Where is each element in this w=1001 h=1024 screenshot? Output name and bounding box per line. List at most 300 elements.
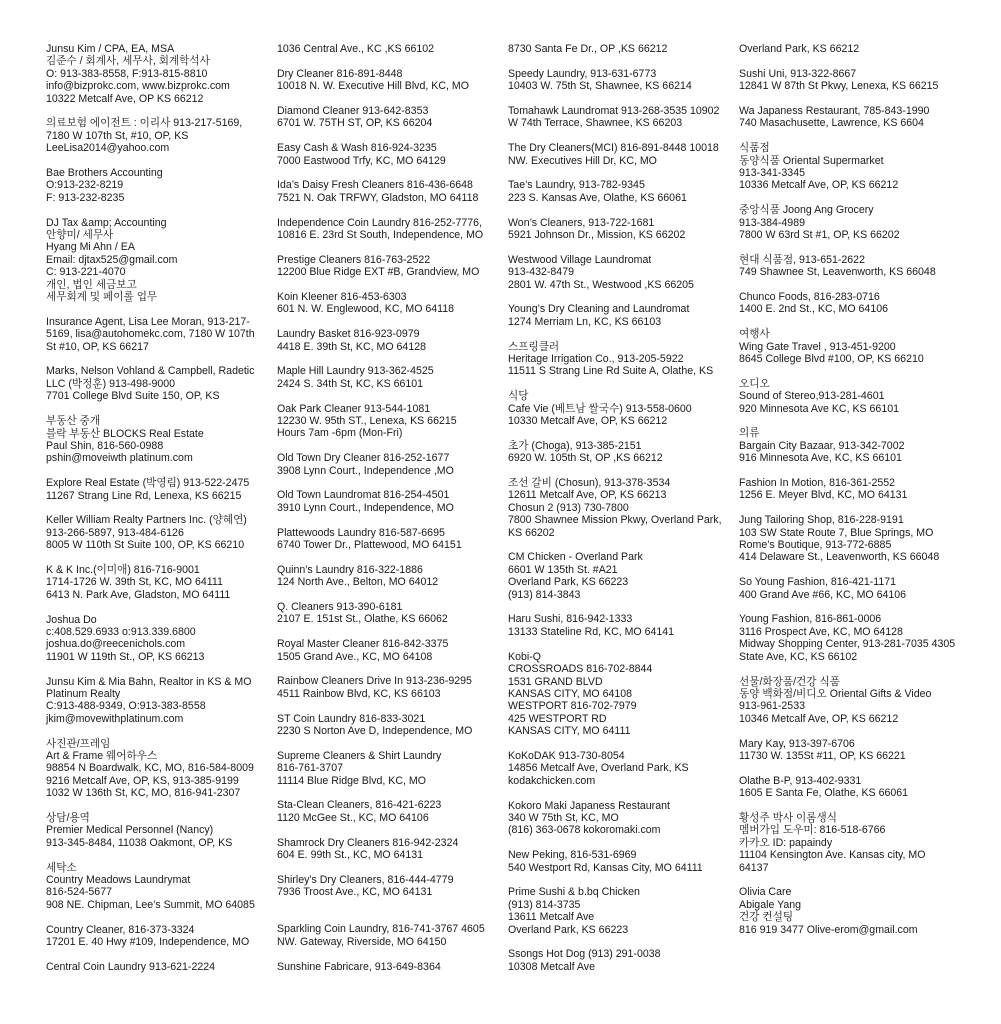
listing-line: Wing Gate Travel , 913-451-9200 xyxy=(739,340,896,353)
listing-line: Diamond Cleaner 913-642-8353 xyxy=(277,105,429,117)
listing-line: 400 Grand Ave #66, KC, MO 64106 xyxy=(739,588,907,601)
listing-line: jkim@movewithplatinum.com xyxy=(46,712,184,725)
listing-line: 6601 W 135th St. #A21 xyxy=(508,563,618,576)
listing-line: 11901 W 119th St., OP, KS 66213 xyxy=(46,650,205,663)
directory-listing xyxy=(46,738,274,800)
listing-line: 749 Shawnee St, Leavenworth, KS 66048 xyxy=(739,266,936,279)
listing-line: pshin@moveiwth platinum.com xyxy=(46,452,193,465)
listing-line: 1714-1726 W. 39th St, KC, MO 64111 xyxy=(46,576,223,589)
listing-line: 10322 Metcalf Ave, OP KS 66212 xyxy=(46,92,204,105)
listing-line: Country Cleaner, 816-373-3324 xyxy=(46,923,195,936)
listing-line: 10403 W. 75th St, Shawnee, KS 66214 xyxy=(508,80,692,93)
directory-listing xyxy=(739,676,967,726)
listing-line: 6413 N. Park Ave, Gladston, MO 64111 xyxy=(46,588,231,601)
directory-listing xyxy=(46,117,274,154)
listing-line: 8005 W 110th St Suite 100, OP, KS 66210 xyxy=(46,539,245,552)
directory-listing xyxy=(277,675,505,700)
directory-listing xyxy=(508,800,736,837)
listing-line: Plattewoods Laundry 816-587-6695 xyxy=(277,526,445,539)
listing-line: 김준수 / 회계사, 세무사, 회계학석사 xyxy=(46,55,210,68)
listing-line: Westwood Village Laundromat xyxy=(508,253,652,266)
listing-line: C: 913-221-4070 xyxy=(46,266,126,279)
listing-line: 12611 Metcalf Ave, OP, KS 66213 xyxy=(508,489,667,502)
listing-line: 816 919 3477 Olive-erom@gmail.com xyxy=(739,923,918,936)
listing-line: 3910 Lynn Court., Independence, MO xyxy=(277,501,454,514)
listing-line: Country Meadows Laundrymat xyxy=(46,874,191,886)
listing-line: 1274 Merriam Ln, KC, KS 66103 xyxy=(508,315,662,328)
listing-line: 현대 식품점, 913-651-2622 xyxy=(739,253,865,266)
directory-listing xyxy=(739,576,967,601)
listing-line: Sunshine Fabricare, 913-649-8364 xyxy=(277,960,441,973)
directory-listing xyxy=(46,676,274,726)
listing-line: 부동산 중개 xyxy=(46,415,101,428)
directory-listing xyxy=(277,217,505,242)
listing-line: 64137 xyxy=(739,861,769,874)
listing-line: 2424 S. 34th St, KC, KS 66101 xyxy=(277,377,424,390)
listing-line: 건강 컨설팅 xyxy=(739,911,794,924)
listing-line: Sparkling Coin Laundry, 816-741-3767 4605 xyxy=(277,923,485,936)
directory-listing xyxy=(277,961,505,973)
listing-line: Tae’s Laundry, 913-782-9345 xyxy=(508,179,645,192)
listing-line: 7521 N. Oak TRFWY, Gladston, MO 64118 xyxy=(277,191,479,204)
listing-line: Independence Coin Laundry 816-252-7776, xyxy=(277,216,482,229)
listing-line: (913) 814-3843 xyxy=(508,588,581,601)
listing-line: 13611 Metcalf Ave xyxy=(508,911,595,924)
directory-listing xyxy=(277,403,505,440)
directory-listing xyxy=(739,378,967,415)
directory-listing xyxy=(277,291,505,316)
listing-line: 540 Westport Rd, Kansas City, MO 64111 xyxy=(508,861,703,874)
listing-line: LeeLisa2014@yahoo.com xyxy=(46,142,170,155)
directory-listing xyxy=(739,775,967,800)
listing-line: 사진관/프레임 xyxy=(46,737,111,750)
listing-line: LLC (박정훈) 913-498-9000 xyxy=(46,377,176,390)
listing-line: 913-384-4989 xyxy=(739,216,805,229)
listing-line: 414 Delaware St., Leavenworth, KS 66048 xyxy=(739,551,940,564)
listing-line: Joshua Do xyxy=(46,613,97,626)
listing-line: NW. Executives Hill Dr, KC, MO xyxy=(508,154,657,167)
listing-line: 12200 Blue Ridge EXT #B, Grandview, MO xyxy=(277,266,480,279)
directory-listing xyxy=(277,799,505,824)
listing-line: 11104 Kensington Ave. Kansas city, MO xyxy=(739,849,926,862)
listing-line: 중앙식품 Joong Ang Grocery xyxy=(739,204,874,217)
listing-line: Jung Tailoring Shop, 816-228-9191 xyxy=(739,514,904,527)
listing-line: Insurance Agent, Lisa Lee Moran, 913-217- xyxy=(46,315,250,328)
directory-listing xyxy=(46,316,274,353)
listing-line: Junsu Kim / CPA, EA, MSA xyxy=(46,43,175,55)
listing-line: 7800 Shawnee Mission Pkwy, Overland Park, xyxy=(508,514,722,527)
directory-listing xyxy=(277,527,505,552)
listing-line: 98854 N Boardwalk, KC, MO, 816-584-8009 xyxy=(46,762,254,775)
listing-line: F: 913-232-8235 xyxy=(46,191,125,204)
directory-listing xyxy=(46,961,274,973)
listing-line: W 74th Terrace, Shawnee, KS 66203 xyxy=(508,117,683,130)
listing-line: 12841 W 87th St Pkwy, Lenexa, KS 66215 xyxy=(739,80,939,93)
directory-listing xyxy=(739,812,967,874)
directory-column-3 xyxy=(508,43,736,986)
listing-line: O:913-232-8219 xyxy=(46,179,124,192)
listing-line: 1032 W 136th St, KC, MO, 816-941-2307 xyxy=(46,787,241,800)
listing-line: Hours 7am -6pm (Mon-Fri) xyxy=(277,427,403,440)
listing-line: 11114 Blue Ridge Blvd, KC, MO xyxy=(277,774,426,787)
listing-line: Won’s Cleaners, 913-722-1681 xyxy=(508,216,655,229)
listing-line: 2230 S Norton Ave D, Independence, MO xyxy=(277,725,473,738)
listing-line: ST Coin Laundry 816-833-3021 xyxy=(277,712,426,725)
directory-listing xyxy=(46,217,274,304)
directory-listing xyxy=(277,43,505,55)
listing-line: Olathe B-P, 913-402-9331 xyxy=(739,774,862,787)
directory-listing xyxy=(739,738,967,763)
directory-listing xyxy=(508,390,736,427)
directory-listing xyxy=(277,452,505,477)
directory-listing xyxy=(508,477,736,539)
listing-line: joshua.do@reecenichols.com xyxy=(46,638,186,651)
listing-line: Kobi-Q xyxy=(508,650,541,663)
listing-line: KoKoDAK 913-730-8054 xyxy=(508,749,625,762)
listing-line: Mary Kay, 913-397-6706 xyxy=(739,737,855,750)
listing-line: 선물/화장품/건강 식품 xyxy=(739,675,840,688)
listing-line: 10816 E. 23rd St South, Independence, MO xyxy=(277,229,484,242)
directory-listing xyxy=(46,924,274,949)
directory-listing xyxy=(46,167,274,204)
directory-listing xyxy=(739,477,967,502)
directory-listing xyxy=(508,551,736,601)
listing-line: KANSAS CITY, MO 64108 xyxy=(508,687,633,700)
directory-listing xyxy=(277,874,505,899)
listing-line: Junsu Kim & Mia Bahn, Realtor in KS & MO xyxy=(46,675,252,688)
listing-line: 1256 E. Meyer Blvd, KC, MO 64131 xyxy=(739,489,908,502)
directory-listing xyxy=(508,105,736,130)
listing-line: Ida’s Daisy Fresh Cleaners 816-436-6648 xyxy=(277,179,473,192)
directory-listing xyxy=(46,862,274,912)
listing-line: 동양 백화점/비디오 Oriental Gifts & Video xyxy=(739,687,932,700)
directory-listing xyxy=(508,849,736,874)
listing-line: Wa Japaness Restaurant, 785-843-1990 xyxy=(739,105,930,117)
directory-listing xyxy=(739,613,967,663)
listing-line: Ssongs Hot Dog (913) 291-0038 xyxy=(508,948,661,961)
listing-line: Dry Cleaner 816-891-8448 xyxy=(277,67,403,80)
listing-line xyxy=(277,911,505,923)
listing-line: Email: djtax525@gmail.com xyxy=(46,253,178,266)
directory-listing xyxy=(739,68,967,93)
listing-line: 223 S. Kansas Ave, Olathe, KS 66061 xyxy=(508,191,687,204)
listing-line: 조선 갈비 (Chosun), 913-378-3534 xyxy=(508,477,671,490)
listing-line: Speedy Laundry, 913-631-6773 xyxy=(508,67,657,80)
listing-line: c:408.529.6933 o:913.339.6800 xyxy=(46,625,196,638)
listing-line: 11730 W. 135St #11, OP, KS 66221 xyxy=(739,749,906,762)
directory-listing xyxy=(508,613,736,638)
directory-listing xyxy=(508,886,736,936)
listing-line: Prime Sushi & b.bq Chicken xyxy=(508,886,640,899)
directory-listing xyxy=(508,179,736,204)
listing-line: 10330 Metcalf Ave, OP, KS 66212 xyxy=(508,415,668,428)
listing-line: Sta-Clean Cleaners, 816-421-6223 xyxy=(277,799,442,812)
directory-listing xyxy=(508,142,736,167)
listing-line: info@bizprokc.com, www.bizprokc.com xyxy=(46,80,230,93)
listing-line: 식품점 xyxy=(739,142,770,155)
listing-line: Fashion In Motion, 816-361-2552 xyxy=(739,477,896,490)
directory-listing xyxy=(508,254,736,291)
listing-line: 9216 Metcalf Ave, OP, KS, 913-385-9199 xyxy=(46,774,239,787)
directory-listing xyxy=(277,750,505,787)
listing-line: 여행사 xyxy=(739,328,770,341)
listing-line: Cafe Vie (베트남 쌀국수) 913-558-0600 xyxy=(508,402,692,415)
listing-line: 10346 Metcalf Ave, OP, KS 66212 xyxy=(739,712,899,725)
directory-listing xyxy=(739,254,967,279)
directory-listing xyxy=(46,614,274,664)
listing-line: Oak Park Cleaner 913-544-1081 xyxy=(277,402,431,415)
listing-line: 의류 xyxy=(739,427,760,440)
directory-listing xyxy=(508,750,736,787)
directory-listing xyxy=(46,365,274,402)
listing-line: Tomahawk Laundromat 913-268-3535 10902 xyxy=(508,105,720,117)
listing-line: Overland Park, KS 66223 xyxy=(508,923,629,936)
listing-line: Overland Park, KS 66212 xyxy=(739,43,860,55)
listing-line: Hyang Mi Ahn / EA xyxy=(46,241,135,254)
listing-line: 10308 Metcalf Ave xyxy=(508,960,595,973)
listing-line: Easy Cash & Wash 816-924-3235 xyxy=(277,142,437,155)
listing-line: 10018 N. W. Executive Hill Blvd, KC, MO xyxy=(277,80,469,93)
directory-column-1 xyxy=(46,43,274,986)
directory-listing xyxy=(277,601,505,626)
directory-listing xyxy=(508,303,736,328)
directory-listing xyxy=(739,514,967,564)
listing-line: (913) 814-3735 xyxy=(508,898,581,911)
directory-listing xyxy=(277,638,505,663)
listing-line: Royal Master Cleaner 816-842-3375 xyxy=(277,638,449,651)
listing-line: 103 SW State Route 7, Blue Springs, MO xyxy=(739,526,934,539)
listing-line: 908 NE. Chipman, Lee’s Summit, MO 64085 xyxy=(46,898,255,911)
listing-line: 스프링클러 xyxy=(508,340,560,353)
directory-listing xyxy=(508,217,736,242)
listing-line: 913-432-8479 xyxy=(508,266,574,279)
listing-line: Laundry Basket 816-923-0979 xyxy=(277,328,420,341)
listing-line: 2107 E. 151st St., Olathe, KS 66062 xyxy=(277,613,448,626)
listing-line: 1120 McGee St., KC, MO 64106 xyxy=(277,811,429,824)
listing-line: 12230 W. 95th ST., Lenexa, KS 66215 xyxy=(277,415,457,428)
directory-listing xyxy=(277,365,505,390)
directory-listing xyxy=(46,812,274,849)
listing-line: C:913-488-9349, O:913-383-8558 xyxy=(46,700,206,713)
directory-listing xyxy=(277,142,505,167)
listing-line: Young Fashion, 816-861-0006 xyxy=(739,613,882,626)
directory-column-4 xyxy=(739,43,967,948)
listing-line: 세탁소 xyxy=(46,861,77,874)
directory-listing xyxy=(277,254,505,279)
listing-line: 5169, lisa@autohomekc.com, 7180 W 107th xyxy=(46,328,255,341)
directory-listing xyxy=(739,328,967,365)
listing-line: Chunco Foods, 816-283-0716 xyxy=(739,291,880,304)
listing-line: CROSSROADS 816-702-8844 xyxy=(508,663,653,676)
directory-listing xyxy=(739,43,967,55)
listing-line: 8645 College Blvd #100, OP, KS 66210 xyxy=(739,353,924,366)
listing-line: 블락 부동산 BLOCKS Real Estate xyxy=(46,427,204,440)
listing-line: 604 E. 99th St., KC, MO 64131 xyxy=(277,849,424,862)
listing-line: 1531 GRAND BLVD xyxy=(508,675,603,688)
listing-line: Midway Shopping Center, 913-281-7035 4305 xyxy=(739,638,956,651)
listing-line: Rome’s Boutique, 913-772-6885 xyxy=(739,539,892,552)
listing-line: 3908 Lynn Court., Independence ,MO xyxy=(277,464,454,477)
listing-line: K & K Inc.(이미애) 816-716-9001 xyxy=(46,563,200,576)
listing-line: Koin Kleener 816-453-6303 xyxy=(277,291,407,304)
listing-line: 916 Minnesota Ave, KC, KS 66101 xyxy=(739,452,902,465)
listing-line: Shirley’s Dry Cleaners, 816-444-4779 xyxy=(277,873,454,886)
listing-line: CM Chicken - Overland Park xyxy=(508,551,643,564)
listing-line: 6740 Tower Dr., Plattewood, MO 64151 xyxy=(277,539,462,552)
listing-line: So Young Fashion, 816-421-1171 xyxy=(739,576,897,589)
directory-column-2 xyxy=(277,43,505,985)
listing-line: Q. Cleaners 913-390-6181 xyxy=(277,601,403,614)
listing-line: Haru Sushi, 816-942-1333 xyxy=(508,613,633,626)
listing-line: DJ Tax &amp; Accounting xyxy=(46,216,167,229)
listing-line: 동양식품 Oriental Supermarket xyxy=(739,154,884,167)
listing-line: Bargain City Bazaar, 913-342-7002 xyxy=(739,439,905,452)
directory-listing xyxy=(739,204,967,241)
directory-listing xyxy=(739,291,967,316)
listing-line: 7936 Troost Ave., KC, MO 64131 xyxy=(277,886,433,899)
listing-line: Premier Medical Personnel (Nancy) xyxy=(46,824,214,837)
listing-line: 601 N. W. Englewood, KC, MO 64118 xyxy=(277,303,455,316)
directory-listing xyxy=(277,179,505,204)
listing-line: 816-761-3707 xyxy=(277,762,343,775)
listing-line: 913-345-8484, 11038 Oakmont, OP, KS xyxy=(46,836,233,849)
listing-line: 초가 (Choga), 913-385-2151 xyxy=(508,439,642,452)
listing-line: 세무회계 및 페이롤 업무 xyxy=(46,291,158,304)
listing-line: 425 WESTPORT RD xyxy=(508,712,607,725)
directory-listing xyxy=(508,341,736,378)
listing-line: 816-524-5677 xyxy=(46,886,112,899)
directory-listing xyxy=(277,68,505,93)
listing-line: Shamrock Dry Cleaners 816-942-2324 xyxy=(277,836,459,849)
listing-line: KS 66202 xyxy=(508,526,555,539)
listing-line: New Peking, 816-531-6969 xyxy=(508,849,637,862)
directory-listing xyxy=(277,713,505,738)
listing-line: Abigale Yang xyxy=(739,898,802,911)
listing-line: Prestige Cleaners 816-763-2522 xyxy=(277,253,431,266)
listing-line: NW. Gateway, Riverside, MO 64150 xyxy=(277,935,447,948)
listing-line: 개인, 법인 세금보고 xyxy=(46,278,137,291)
directory-listing xyxy=(277,911,505,948)
listing-line: 913-266-5897, 913-484-6126 xyxy=(46,526,184,539)
listing-line: 340 W 75th St, KC, MO xyxy=(508,811,619,824)
directory-listing xyxy=(46,415,274,465)
listing-line: 920 Minnesota Ave KC, KS 66101 xyxy=(739,402,899,415)
listing-line: O: 913-383-8558, F:913-815-8810 xyxy=(46,67,208,80)
listing-line: 1505 Grand Ave., KC, MO 64108 xyxy=(277,650,433,663)
listing-line: 8730 Santa Fe Dr., OP ,KS 66212 xyxy=(508,43,668,55)
directory-listing xyxy=(508,68,736,93)
listing-line: Overland Park, KS 66223 xyxy=(508,576,629,589)
directory-listing xyxy=(46,43,274,105)
directory-listing xyxy=(46,564,274,601)
listing-line: Young’s Dry Cleaning and Laundromat xyxy=(508,303,690,316)
directory-listing xyxy=(277,489,505,514)
listing-line: 7180 W 107th St, #10, OP, KS xyxy=(46,129,189,142)
listing-line: 상담/용역 xyxy=(46,811,90,824)
listing-line: 7701 College Blvd Suite 150, OP, KS xyxy=(46,390,220,403)
directory-listing xyxy=(46,477,274,502)
listing-line: 11511 S Strang Line Rd Suite A, Olathe, KS xyxy=(508,365,714,378)
listing-line: (816) 363-0678 kokoromaki.com xyxy=(508,824,661,837)
listing-line: Old Town Dry Cleaner 816-252-1677 xyxy=(277,452,450,465)
listing-line: 124 North Ave., Belton, MO 64012 xyxy=(277,576,439,589)
listing-line: Kokoro Maki Japaness Restaurant xyxy=(508,799,670,812)
listing-line: 4511 Rainbow Blvd, KC, KS 66103 xyxy=(277,687,441,700)
listing-line: 1400 E. 2nd St., KC, MO 64106 xyxy=(739,303,888,316)
directory-listing xyxy=(739,427,967,464)
listing-line: WESTPORT 816-702-7979 xyxy=(508,700,637,713)
listing-line: Sushi Uni, 913-322-8667 xyxy=(739,67,857,80)
listing-line: 5921 Johnson Dr., Mission, KS 66202 xyxy=(508,229,686,242)
listing-line: Explore Real Estate (박영림) 913-522-2475 xyxy=(46,477,250,490)
listing-line: Quinn’s Laundry 816-322-1886 xyxy=(277,563,423,576)
directory-listing xyxy=(277,837,505,862)
listing-line: Platinum Realty xyxy=(46,687,121,700)
listing-line: 1605 E Santa Fe, Olathe, KS 66061 xyxy=(739,787,909,800)
listing-line: Supreme Cleaners & Shirt Laundry xyxy=(277,749,442,762)
directory-listing xyxy=(508,440,736,465)
listing-line: 2801 W. 47th St., Westwood ,KS 66205 xyxy=(508,278,694,291)
listing-line: 740 Masachusette, Lawrence, KS 6604 xyxy=(739,117,924,130)
listing-line: Maple Hill Laundry 913-362-4525 xyxy=(277,365,434,378)
directory-listing xyxy=(277,564,505,589)
listing-line: Heritage Irrigation Co., 913-205-5922 xyxy=(508,353,684,366)
directory-listing xyxy=(277,105,505,130)
listing-line: 멤버가입 도우미: 816-518-6766 xyxy=(739,824,886,837)
listing-line: 14856 Metcalf Ave, Overland Park, KS xyxy=(508,762,689,775)
directory-listing xyxy=(739,142,967,192)
listing-line: The Dry Cleaners(MCI) 816-891-8448 10018 xyxy=(508,142,719,155)
listing-line: 13133 Stateline Rd, KC, MO 64141 xyxy=(508,625,675,638)
directory-listing xyxy=(739,105,967,130)
listing-line: St #10, OP, KS 66217 xyxy=(46,340,149,353)
listing-line: 11267 Strang Line Rd, Lenexa, KS 66215 xyxy=(46,489,242,502)
listing-line: 6920 W. 105th St, OP ,KS 66212 xyxy=(508,452,663,465)
listing-line: State Ave, KC, KS 66102 xyxy=(739,650,858,663)
listing-line: Paul Shin, 816-560-0988 xyxy=(46,439,164,452)
listing-line: 황성주 박사 이롬생식 xyxy=(739,811,837,824)
directory-listing xyxy=(739,886,967,936)
listing-line: Olivia Care xyxy=(739,886,792,899)
listing-line: Rainbow Cleaners Drive In 913-236-9295 xyxy=(277,675,472,688)
listing-line: 7800 W 63rd St #1, OP, KS 66202 xyxy=(739,229,900,242)
directory-listing xyxy=(46,514,274,551)
directory-listing xyxy=(277,328,505,353)
listing-line: 1036 Central Ave., KC ,KS 66102 xyxy=(277,43,435,55)
listing-line: Old Town Laundromat 816-254-4501 xyxy=(277,489,450,502)
directory-listing xyxy=(508,948,736,973)
listing-line: 7000 Eastwood Trfy, KC, MO 64129 xyxy=(277,154,446,167)
listing-line: 의료보험 에이전트 : 이리사 913-217-5169, xyxy=(46,117,243,130)
listing-line: Art & Frame 웨어하우스 xyxy=(46,749,158,762)
listing-line: Marks, Nelson Vohland & Campbell, Radetic xyxy=(46,365,255,378)
listing-line: 식당 xyxy=(508,390,529,403)
listing-line: 카카오 ID: papaindy xyxy=(739,836,833,849)
listing-line: 4418 E. 39th St, KC, MO 64128 xyxy=(277,340,426,353)
listing-line: Chosun 2 (913) 730-7800 xyxy=(508,501,629,514)
listing-line: 17201 E. 40 Hwy #109, Independence, MO xyxy=(46,936,250,949)
listing-line: 913-341-3345 xyxy=(739,167,805,180)
directory-listing xyxy=(508,651,736,738)
directory-listing xyxy=(508,43,736,55)
listing-line: Sound of Stereo,913-281-4601 xyxy=(739,390,885,403)
listing-line: 6701 W. 75TH ST, OP, KS 66204 xyxy=(277,117,433,130)
listing-line: 안향미/ 세무사 xyxy=(46,229,114,242)
listing-line: 913-961-2533 xyxy=(739,700,805,713)
listing-line: Keller William Realty Partners Inc. (양혜연) xyxy=(46,514,247,527)
listing-line: 10336 Metcalf Ave, OP, KS 66212 xyxy=(739,179,899,192)
listing-line: 오디오 xyxy=(739,377,770,390)
